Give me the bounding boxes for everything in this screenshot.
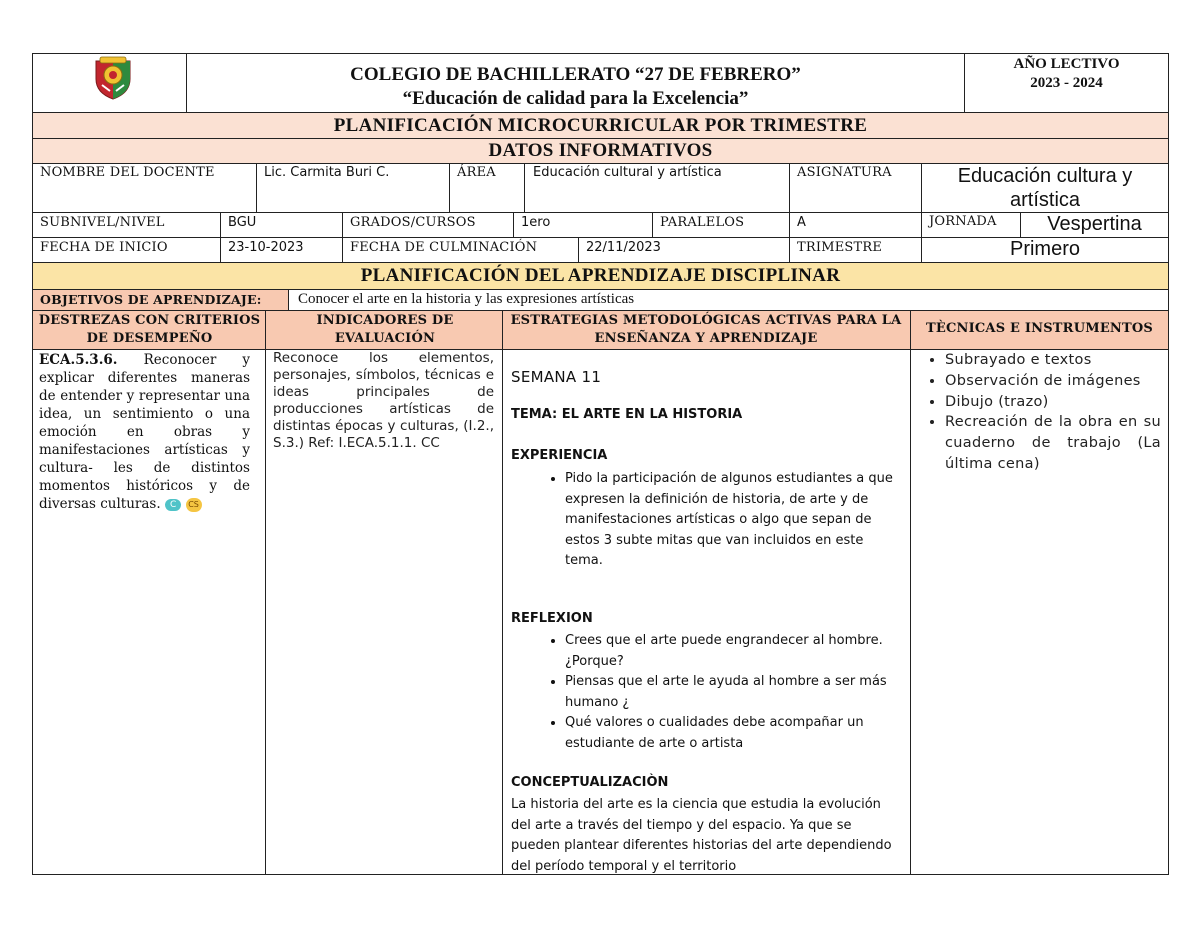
list-item: • Dibujo (trazo) bbox=[945, 392, 1161, 413]
jornada-value: Vespertina bbox=[1047, 213, 1142, 235]
year-value: 2023 - 2024 bbox=[1030, 75, 1103, 91]
trimestre-value: Primero bbox=[1009, 238, 1080, 260]
experiencia-list bbox=[543, 469, 903, 572]
badge-c-icon: C bbox=[165, 499, 181, 511]
school-crest-logo bbox=[88, 55, 138, 101]
trimestre-label: TRIMESTRE bbox=[797, 240, 883, 255]
destreza-cell bbox=[39, 351, 250, 513]
destreza-code: ECA.5.3.6. bbox=[39, 352, 118, 368]
inicio-value: 23-10-2023 bbox=[228, 240, 304, 255]
destreza-text: Reconocer y explicar diferentes maneras de entender y representar una idea, un sentimiento o una emoción en obras y manifestaciones artísticas y cultura- les de distintos momentos históricos y de diversas culturas. bbox=[39, 352, 250, 512]
docente-value: Lic. Carmita Buri C. bbox=[264, 165, 390, 180]
reflexion-title: REFLEXION bbox=[511, 611, 593, 626]
info-band: DATOS INFORMATIVOS bbox=[488, 140, 713, 161]
column-header-destrezas: DESTREZAS CON CRITERIOS DE DESEMPEÑO bbox=[38, 313, 261, 346]
jornada-label: JORNADA bbox=[929, 214, 997, 229]
grados-value: 1ero bbox=[521, 215, 551, 230]
asignatura-label: ASIGNATURA bbox=[797, 165, 892, 180]
list-item: • Subrayado e textos bbox=[945, 350, 1161, 371]
list-item: • Observación de imágenes bbox=[945, 371, 1161, 392]
docente-label: NOMBRE DEL DOCENTE bbox=[40, 165, 215, 180]
paralelos-label: PARALELOS bbox=[660, 215, 745, 230]
plan-band: PLANIFICACIÓN DEL APRENDIZAJE DISCIPLINAR bbox=[360, 265, 841, 286]
column-header-estrategias: ESTRATEGIAS METODOLÓGICAS ACTIVAS PARA LA ENSEÑANZA Y APRENDIZAJE bbox=[510, 313, 902, 346]
indicador-text: Reconoce los elementos, personajes, símbolos, técnicas e ideas principales de producciones artísticas de distintas épocas y culturas, (I.2., S.3.) Ref: I.ECA.5.1.1. CC bbox=[273, 350, 494, 451]
experiencia-title: EXPERIENCIA bbox=[511, 448, 608, 463]
semana-title: SEMANA 11 bbox=[511, 368, 602, 386]
inicio-label: FECHA DE INICIO bbox=[40, 240, 168, 255]
year-label: AÑO LECTIVO bbox=[1013, 56, 1120, 72]
badge-cs-icon: CS bbox=[186, 498, 202, 512]
subnivel-label: SUBNIVEL/NIVEL bbox=[40, 215, 165, 230]
column-header-indicadores: INDICADORES DE EVALUACIÓN bbox=[316, 313, 454, 346]
culminacion-value: 22/11/2023 bbox=[586, 240, 661, 255]
conceptualizacion-text: La historia del arte es la ciencia que estudia la evolución del arte a través del tiempo y del espacio. Ya que se pueden plantear diferentes historias del arte dependiendo del período temporal y el territorio bbox=[511, 797, 892, 874]
list-item: • Piensas que el arte le ayuda al hombre a ser más humano ¿ bbox=[565, 672, 903, 713]
list-item: • Qué valores o cualidades debe acompañar un estudiante de arte o artista bbox=[565, 713, 903, 754]
title-band: PLANIFICACIÓN MICROCURRICULAR POR TRIMESTRE bbox=[333, 115, 868, 136]
asignatura-value: Educación cultura y artística bbox=[957, 165, 1133, 211]
culminacion-label: FECHA DE CULMINACIÓN bbox=[350, 240, 538, 255]
objetivos-label: OBJETIVOS DE APRENDIZAJE: bbox=[40, 292, 262, 307]
subnivel-value: BGU bbox=[228, 215, 257, 230]
grados-label: GRADOS/CURSOS bbox=[350, 215, 476, 230]
area-value: Educación cultural y artística bbox=[533, 165, 722, 180]
conceptualizacion-title: CONCEPTUALIZACIÒN bbox=[511, 775, 669, 790]
tema-title: TEMA: EL ARTE EN LA HISTORIA bbox=[511, 407, 743, 422]
school-motto: “Educación de calidad para la Excelencia” bbox=[402, 88, 749, 109]
list-item: • Recreación de la obra en su cuaderno de trabajo (La última cena) bbox=[945, 412, 1161, 474]
area-label: ÁREA bbox=[457, 165, 496, 180]
list-item: • Crees que el arte puede engrandecer al hombre. ¿Porque? bbox=[565, 631, 903, 672]
reflexion-list bbox=[543, 631, 903, 754]
paralelos-value: A bbox=[797, 215, 806, 230]
tecnicas-list bbox=[945, 350, 1161, 475]
column-header-tecnicas: TÈCNICAS E INSTRUMENTOS bbox=[925, 321, 1153, 336]
school-name: COLEGIO DE BACHILLERATO “27 DE FEBRERO” bbox=[350, 64, 801, 85]
objetivos-value: Conocer el arte en la historia y las expresiones artísticas bbox=[298, 291, 635, 307]
list-item: • Pido la participación de algunos estudiantes a que expresen la definición de historia, de arte y de manifestaciones artísticas o algo que sepan de estos 3 subte mitas que van incluidos en este tema. bbox=[565, 469, 903, 572]
